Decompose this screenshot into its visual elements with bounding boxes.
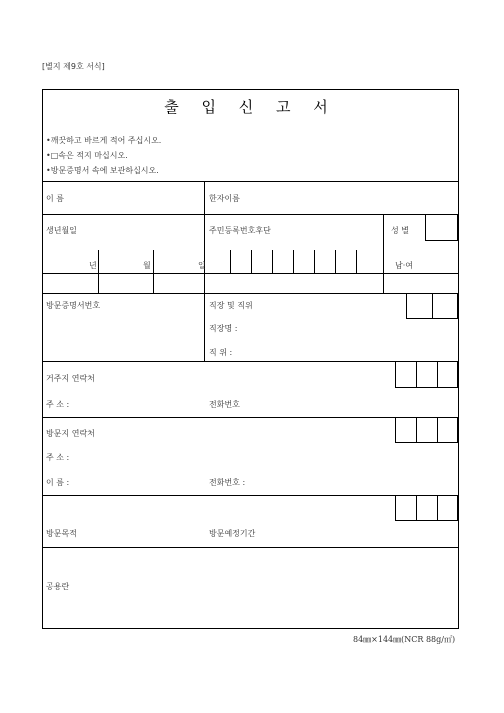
workplace-label: 직장명 :: [209, 324, 238, 333]
position-label: 직 위 :: [209, 348, 233, 357]
form-title: 출 입 신 고 서: [164, 98, 337, 116]
residence-code-box[interactable]: [395, 361, 417, 388]
job-position-label: 직장 및 직위: [209, 301, 253, 310]
resident-digit-divider: [230, 250, 231, 273]
row-divider: [43, 214, 458, 215]
phone-label: 전화번호: [209, 400, 240, 409]
birth-date-label: 생년월일: [46, 226, 77, 235]
visit-code-box[interactable]: [437, 417, 458, 443]
gender-box[interactable]: [425, 214, 458, 241]
instruction-2: •□속은 적지 마십시오.: [46, 151, 128, 160]
resident-digit-divider: [356, 250, 357, 273]
residence-code-box[interactable]: [416, 361, 438, 388]
residence-contact-label: 거주지 연락처: [46, 374, 95, 383]
visit-purpose-label: 방문목적: [46, 529, 77, 538]
visit-code-box[interactable]: [416, 417, 438, 443]
resident-digit-divider: [272, 250, 273, 273]
instruction-3: •방문증명서 속에 보관하십시오.: [46, 166, 159, 175]
gender-underline: [383, 273, 458, 274]
purpose-code-box[interactable]: [437, 495, 458, 521]
gender-label: 성 별: [391, 226, 409, 235]
resident-no-label: 주민등록번호후단: [209, 226, 271, 235]
row-divider: [43, 547, 458, 548]
day-label: 일: [198, 261, 206, 270]
date-underline: [43, 273, 204, 274]
visit-cert-no-label: 방문증명서번호: [46, 301, 101, 310]
visit-place-contact-label: 방문지 연락처: [46, 429, 95, 438]
month-label: 월: [143, 261, 151, 270]
hanja-name-label: 한자이름: [209, 194, 240, 203]
purpose-code-box[interactable]: [416, 495, 438, 521]
date-divider: [98, 250, 99, 293]
visit-phone-label: 전화번호 :: [209, 478, 246, 487]
resident-digit-divider: [335, 250, 336, 273]
name-label: 이 름: [46, 194, 64, 203]
year-label: 년: [89, 261, 97, 270]
entry-report-form: [42, 89, 459, 629]
address-label: 주 소 :: [46, 400, 70, 409]
date-divider: [153, 250, 154, 293]
official-use-label: 공용란: [46, 582, 70, 591]
column-divider: [383, 214, 384, 293]
row-divider: [43, 181, 458, 182]
visit-name-label: 이 름 :: [46, 478, 70, 487]
column-divider: [204, 293, 205, 361]
gender-options: 남·여: [395, 261, 413, 270]
column-divider: [204, 181, 205, 293]
purpose-code-box[interactable]: [395, 495, 417, 521]
row-divider: [43, 293, 458, 294]
cert-code-box[interactable]: [432, 293, 458, 319]
cert-code-box[interactable]: [406, 293, 433, 319]
resident-digit-divider: [251, 250, 252, 273]
visit-address-label: 주 소 :: [46, 453, 70, 462]
resident-underline: [204, 273, 383, 274]
paper-spec: 84㎜×144㎜(NCR 88g/㎡): [353, 635, 456, 644]
visit-period-label: 방문예정기간: [209, 529, 256, 538]
resident-digit-divider: [314, 250, 315, 273]
visit-code-box[interactable]: [395, 417, 417, 443]
resident-digit-divider: [293, 250, 294, 273]
form-reference-label: [별지 제9호 서식]: [42, 62, 105, 71]
residence-code-box[interactable]: [437, 361, 458, 388]
instruction-1: •깨끗하고 바르게 적어 주십시오.: [46, 136, 162, 145]
